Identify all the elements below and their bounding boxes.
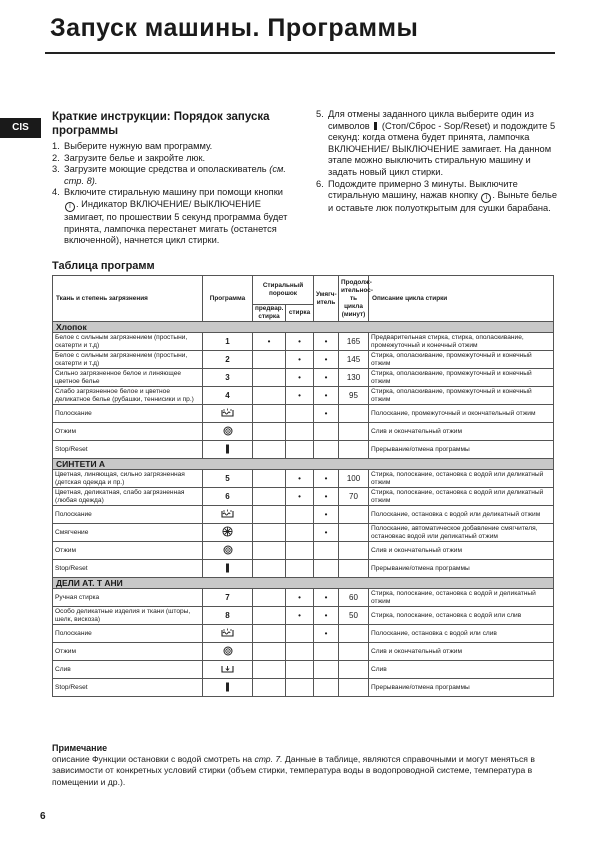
duration-cell: 95: [339, 387, 369, 405]
description-cell: Предварительная стирка, стирка, ополаскивание, промежуточный и конечный отжим: [369, 333, 554, 351]
header-softener: Умягч-итель: [314, 276, 339, 322]
description-cell: Слив и окончательный отжим: [369, 542, 554, 560]
description-cell: Стирка, полоскание, остановка с водой или деликатный отжим: [369, 470, 554, 488]
table-row: [53, 643, 554, 661]
table-row: [53, 351, 554, 369]
duration-cell: 60: [339, 589, 369, 607]
section-header: [53, 459, 554, 470]
duration-cell: 70: [339, 488, 369, 506]
table-row: [53, 441, 554, 459]
step-6: 6. Подождите примерно 3 минуты. Выключите стиральную машину, нажав кнопку I . Выньте белье и оставьте люк полуоткрытым для сушки барабана.: [316, 178, 558, 214]
program-icon-cell: [203, 625, 253, 643]
spin-icon: [223, 545, 233, 557]
duration-cell: [339, 679, 369, 697]
fabric-cell: Смягчение: [53, 524, 203, 542]
header-duration: Продолж-ительнос-ть цикла (минут): [339, 276, 369, 322]
fabric-cell: Сильно загрязненное белое и линяющее цветное белье: [53, 369, 203, 387]
description-cell: Слив и окончательный отжим: [369, 423, 554, 441]
step-1: 1. Выберите нужную вам программу.: [52, 141, 213, 151]
program-icon-cell: [203, 661, 253, 679]
softener-cell: •: [314, 470, 339, 488]
page-title: Запуск машины. Программы: [50, 14, 419, 42]
step-2: 2. Загрузите белье и закройте люк.: [52, 152, 206, 163]
program-icon-cell: [203, 643, 253, 661]
duration-cell: [339, 542, 369, 560]
spin-icon: [223, 646, 233, 658]
softener-cell: •: [314, 333, 339, 351]
header-program: Программа: [203, 276, 253, 322]
section-header: [53, 578, 554, 589]
softener-cell: [314, 661, 339, 679]
page-number: 6: [40, 811, 46, 822]
program-number: 5: [203, 470, 253, 488]
wash-cell: [286, 506, 314, 524]
header-description: Описание цикла стирки: [369, 276, 554, 322]
prewash-cell: [253, 661, 286, 679]
duration-cell: 165: [339, 333, 369, 351]
softener-cell: •: [314, 524, 339, 542]
softener-icon: [222, 526, 233, 539]
program-icon-cell: [203, 405, 253, 423]
program-number: 4: [203, 387, 253, 405]
fabric-cell: Полоскание: [53, 506, 203, 524]
softener-cell: •: [314, 625, 339, 643]
wash-cell: •: [286, 369, 314, 387]
steps-right: [316, 109, 558, 215]
table-row: [53, 560, 554, 578]
prewash-cell: [253, 488, 286, 506]
description-cell: Стирка, ополаскивание, промежуточный и конечный отжим: [369, 351, 554, 369]
prewash-cell: [253, 405, 286, 423]
wash-cell: [286, 524, 314, 542]
program-number: 1: [203, 333, 253, 351]
table-title: Таблица программ: [52, 260, 155, 272]
fabric-cell: Ручная стирка: [53, 589, 203, 607]
fabric-cell: Цветная, деликатная, слабо загрязненная (любая одежда): [53, 488, 203, 506]
wash-cell: •: [286, 387, 314, 405]
softener-cell: [314, 542, 339, 560]
softener-cell: •: [314, 369, 339, 387]
fabric-cell: Слив: [53, 661, 203, 679]
softener-cell: [314, 423, 339, 441]
softener-cell: •: [314, 405, 339, 423]
softener-cell: [314, 679, 339, 697]
softener-cell: •: [314, 506, 339, 524]
wash-cell: [286, 542, 314, 560]
header-wash: стирка: [286, 305, 314, 322]
table-row: [53, 625, 554, 643]
wash-cell: [286, 423, 314, 441]
softener-cell: •: [314, 387, 339, 405]
duration-cell: [339, 625, 369, 643]
title-rule: [45, 52, 555, 54]
softener-cell: •: [314, 607, 339, 625]
table-row: [53, 679, 554, 697]
duration-cell: [339, 405, 369, 423]
wash-cell: [286, 643, 314, 661]
table-row: [53, 387, 554, 405]
note-title: Примечание: [52, 743, 108, 753]
fabric-cell: Полоскание: [53, 405, 203, 423]
fabric-cell: Белое с сильным загрязнением (простыни, скатерти и т.д): [53, 351, 203, 369]
table-row: [53, 369, 554, 387]
fabric-cell: Слабо загрязненное белое и цветное деликатное белье (рубашки, теннисики и пр.): [53, 387, 203, 405]
stop-reset-icon: [374, 122, 377, 130]
description-cell: Полоскание, автоматическое добавление смягчителя, остановкас водой или деликатный отжим: [369, 524, 554, 542]
program-number: 2: [203, 351, 253, 369]
wash-cell: [286, 625, 314, 643]
description-cell: Слив: [369, 661, 554, 679]
fabric-cell: Особо деликатные изделия и ткани (шторы, шелк, вискоза): [53, 607, 203, 625]
program-number: 7: [203, 589, 253, 607]
description-cell: Полоскание, промежуточный и окончательный отжим: [369, 405, 554, 423]
duration-cell: [339, 441, 369, 459]
duration-cell: 145: [339, 351, 369, 369]
softener-cell: [314, 441, 339, 459]
fabric-cell: Stop/Reset: [53, 679, 203, 697]
stop-reset-icon: [225, 444, 230, 456]
step-5: 5. Для отмены заданного цикла выберите один из символов (Стоп/Сброс - Sop/Reset) и подождите 5 секунд: когда отмена будет принята, лампочка ВКЛЮЧЕНИЕ/ ВЫКЛЮЧЕНИЕ замигает. На данном этапе можно выключить стиральную машину и задать новый цикл стирки.: [316, 109, 556, 177]
rinse-icon: [221, 408, 234, 420]
softener-cell: •: [314, 589, 339, 607]
fabric-cell: Отжим: [53, 643, 203, 661]
fabric-cell: Stop/Reset: [53, 441, 203, 459]
prewash-cell: [253, 607, 286, 625]
description-cell: Стирка, полоскание, остановка с водой или деликатный отжим: [369, 488, 554, 506]
program-table: [52, 275, 554, 697]
wash-cell: •: [286, 470, 314, 488]
duration-cell: [339, 423, 369, 441]
prewash-cell: [253, 506, 286, 524]
prewash-cell: [253, 423, 286, 441]
wash-cell: •: [286, 589, 314, 607]
duration-cell: [339, 506, 369, 524]
prewash-cell: [253, 524, 286, 542]
prewash-cell: [253, 589, 286, 607]
section-name: СИНТЕТИ А: [53, 459, 554, 470]
table-row: [53, 607, 554, 625]
wash-cell: [286, 441, 314, 459]
fabric-cell: Полоскание: [53, 625, 203, 643]
program-icon-cell: [203, 441, 253, 459]
table-row: [53, 524, 554, 542]
wash-cell: [286, 405, 314, 423]
prewash-cell: [253, 441, 286, 459]
section-header: [53, 322, 554, 333]
power-icon: I: [481, 193, 491, 203]
prewash-cell: [253, 643, 286, 661]
duration-cell: 50: [339, 607, 369, 625]
wash-cell: •: [286, 607, 314, 625]
steps-left: [52, 141, 290, 247]
table-row: [53, 488, 554, 506]
fabric-cell: Белое с сильным загрязнением (простыни, скатерти и т.д): [53, 333, 203, 351]
program-icon-cell: [203, 679, 253, 697]
stop-reset-icon: [225, 682, 230, 694]
softener-cell: [314, 560, 339, 578]
softener-cell: •: [314, 351, 339, 369]
rinse-icon: [221, 509, 234, 521]
duration-cell: 100: [339, 470, 369, 488]
description-cell: Прерывание/отмена программы: [369, 679, 554, 697]
header-fabric: Ткань и степень загрязнения: [53, 276, 203, 322]
fabric-cell: Отжим: [53, 423, 203, 441]
prewash-cell: [253, 470, 286, 488]
description-cell: Прерывание/отмена программы: [369, 560, 554, 578]
softener-cell: [314, 643, 339, 661]
program-number: 6: [203, 488, 253, 506]
program-number: 3: [203, 369, 253, 387]
prewash-cell: •: [253, 333, 286, 351]
quick-instructions-title: Краткие инструкции: Порядок запуска программы: [52, 111, 270, 137]
duration-cell: 130: [339, 369, 369, 387]
wash-cell: •: [286, 351, 314, 369]
prewash-cell: [253, 560, 286, 578]
table-row: [53, 506, 554, 524]
wash-cell: [286, 661, 314, 679]
prewash-cell: [253, 679, 286, 697]
program-icon-cell: [203, 423, 253, 441]
table-row: [53, 333, 554, 351]
prewash-cell: [253, 351, 286, 369]
duration-cell: [339, 643, 369, 661]
wash-cell: [286, 560, 314, 578]
description-cell: Полоскание, остановка с водой или слив: [369, 625, 554, 643]
description-cell: Полоскание, остановка с водой или деликатный отжим: [369, 506, 554, 524]
description-cell: Стирка, ополаскивание, промежуточный и конечный отжим: [369, 369, 554, 387]
description-cell: Стирка, ополаскивание, промежуточный и конечный отжим: [369, 387, 554, 405]
note-text: описание Функции остановки с водой смотреть на стр. 7. Данные в таблице, являются справочными и могут меняться в зависимости от конкретных условий стирки (объем стирки, температура воды в водопроводной системе, температура в помещении и др.).: [52, 754, 535, 787]
table-row: [53, 423, 554, 441]
header-powder: Стиральный порошок: [253, 276, 314, 305]
step-3: 3. Загрузите моющие средства и ополаскиватель (см. стр. 8).: [52, 164, 286, 186]
table-row: [53, 542, 554, 560]
step-4: 4. Включите стиральную машину при помощи кнопки I . Индикатор ВКЛЮЧЕНИЕ/ ВЫКЛЮЧЕНИЕ замигает, по прошествии 5 секунд программа будет принята, лампочка перестанет мигать (останется включенной), начнется цикл стирки.: [52, 187, 288, 246]
program-icon-cell: [203, 524, 253, 542]
header-prewash: предвар. стирка: [253, 305, 286, 322]
prewash-cell: [253, 369, 286, 387]
description-cell: Стирка, полоскание, остановка с водой и деликатный отжим: [369, 589, 554, 607]
description-cell: Стирка, полоскание, остановка с водой или слив: [369, 607, 554, 625]
duration-cell: [339, 560, 369, 578]
wash-cell: •: [286, 333, 314, 351]
softener-cell: •: [314, 488, 339, 506]
spin-icon: [223, 426, 233, 438]
drain-icon: [221, 664, 234, 676]
fabric-cell: Stop/Reset: [53, 560, 203, 578]
table-row: [53, 405, 554, 423]
language-tab: CIS: [0, 118, 41, 138]
duration-cell: [339, 524, 369, 542]
description-cell: Слив и окончательный отжим: [369, 643, 554, 661]
prewash-cell: [253, 625, 286, 643]
prewash-cell: [253, 542, 286, 560]
section-name: Хлопок: [53, 322, 554, 333]
program-number: 8: [203, 607, 253, 625]
table-row: [53, 661, 554, 679]
section-name: ДЕЛИ АТ. Т АНИ: [53, 578, 554, 589]
power-icon: I: [65, 202, 75, 212]
wash-cell: •: [286, 488, 314, 506]
fabric-cell: Отжим: [53, 542, 203, 560]
description-cell: Прерывание/отмена программы: [369, 441, 554, 459]
fabric-cell: Цветная, линяющая, сильно загрязненная (детская одежда и пр.): [53, 470, 203, 488]
program-icon-cell: [203, 542, 253, 560]
rinse-icon: [221, 628, 234, 640]
prewash-cell: [253, 387, 286, 405]
table-row: [53, 589, 554, 607]
program-icon-cell: [203, 560, 253, 578]
duration-cell: [339, 661, 369, 679]
wash-cell: [286, 679, 314, 697]
program-icon-cell: [203, 506, 253, 524]
table-row: [53, 470, 554, 488]
stop-reset-icon: [225, 563, 230, 575]
